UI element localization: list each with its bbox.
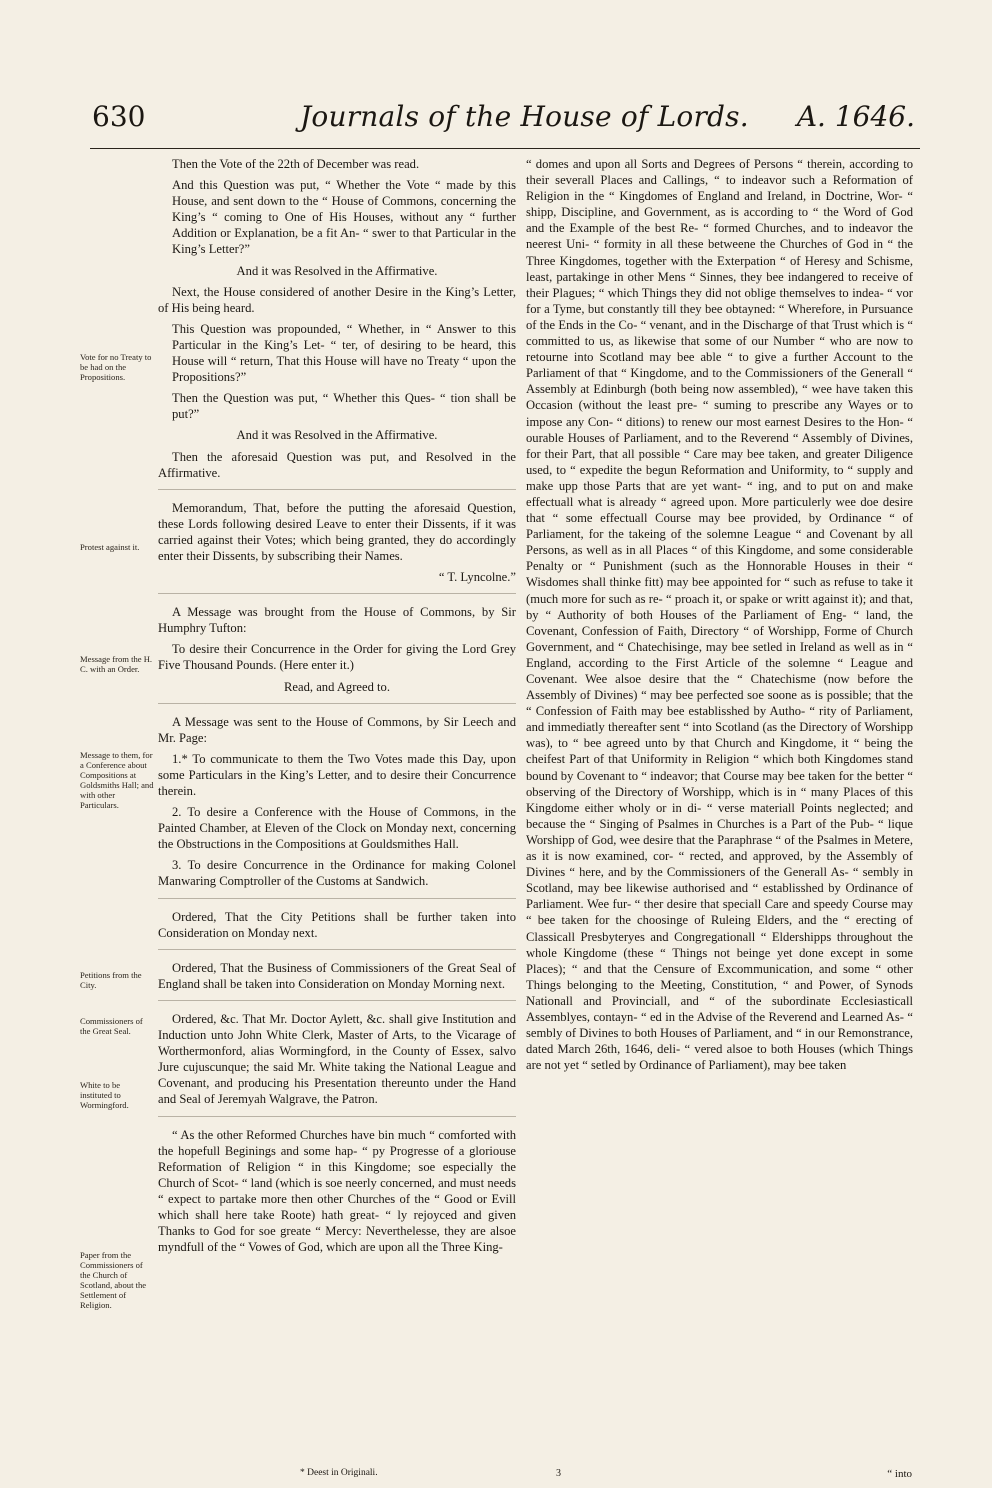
paragraph: Memorandum, That, before the putting the aforesaid Question, these Lords following desired Leave to enter their Dissents, if it was carried against their Votes; which being granted, they do accordingly enter their Dissents, by subscribing their Names. bbox=[158, 500, 516, 563]
footnote: * Deest in Originali. bbox=[300, 1468, 378, 1478]
year-heading: A. 1646. bbox=[796, 100, 915, 133]
page-number: 630 bbox=[92, 100, 146, 133]
entry-divider bbox=[158, 593, 516, 594]
paragraph: Next, the House considered of another Desire in the King’s Letter, of His being heard. bbox=[158, 284, 516, 315]
paragraph: Then the aforesaid Question was put, and Resolved in the Affirmative. bbox=[158, 449, 516, 480]
paragraph: A Message was sent to the House of Commons, by Sir Leech and Mr. Page: bbox=[158, 714, 516, 745]
running-title: Journals of the House of Lords. bbox=[300, 100, 749, 133]
margin-note: Message from the H. C. with an Order. bbox=[80, 654, 153, 674]
paragraph: And this Question was put, “ Whether the Vote “ made by this House, and sent down to the “ House of Commons, concerning the King’s “ coming to One of His Houses, without any “ further Addition or Explanation, be a fit An- “ swer to that Particular in the King’s Letter?” bbox=[172, 178, 516, 257]
paragraph: Ordered, That the Business of Commissioners of the Great Seal of England shall be taken into Consideration on Monday Morning next. bbox=[158, 960, 516, 991]
margin-note: Vote for no Treaty to be had on the Propositions. bbox=[80, 352, 152, 382]
paragraph: This Question was propounded, “ Whether, in “ Answer to this Particular in the King’s Let- “ ter, of desiring to be heard, this House will “ return, That this House will have no Treaty “ upon the Propositions?” bbox=[172, 321, 516, 385]
margin-note: Commissioners of the Great Seal. bbox=[80, 1016, 143, 1036]
entry-divider bbox=[158, 1116, 516, 1117]
left-column bbox=[158, 156, 516, 1260]
paragraph: “ domes and upon all Sorts and Degrees of Persons “ therein, according to their severall Places and Callings, “ to indeavor such a Reformation of Religion in the “ Kingdomes of England and Ireland, in Doctrine, Wor- “ shipp, Discipline, and Government, as is according to “ the Word of God and the Example of the best Re- “ formed Churches, and to indeavor the neerest Uni- “ formity in all these betweene the Churches of God in “ the Three Kingdomes, together with the Exterpation “ of Heresy and Schisme, least, partakinge in other Mens “ Sinnes, they bee indangered to receive of their Plagues; “ which Things they did not oblige themselves to indea- “ vor for a Tyme, but constantly till they bee obtayned: “ Wherefore, in Pursuance of the Ends in the Co- “ venant, and in the Discharge of that Trust which is “ committed to us, as likewise that some of our Number “ who are now to retourne into Scotland may bee able “ to give a further Account to the Parliament of that “ Kingdome, and to the Commissioners of the Generall “ Assembly at Edinburgh (both being now assembled), “ wee have taken this Occasion (without the least pre- “ suming to prescribe any Wayes or to impose any Con- “ ditions) to renew our most earnest Desires to the Hon- “ ourable Houses of Parliament, and to the Reverend “ Assembly of Divines, for their Part, that all possible “ Care may bee taken, and greater Diligence used, to “ expedite the begun Reformation and Uniformity, to “ supply and make upp those Parts that are yet want- “ ing, and to put on and make effectuall what is already “ agreed upon. More particulerly wee doe desire that “ some effectuall Course may bee provided, by Ordinance “ of Parliament, for the takeing of the solemne League “ and Covenant by all Persons, as well as in all Places “ of this Kingdome, and some considerable Penalty or “ Punishment (such as the Honnorable Houses in their “ Wisdomes shall thinke fitt) may bee appointed for “ such as refuse to take it (much more for such as re- “ proach it, or spake or writt against it); and that, by “ Authority of both Houses of the Parliament of Eng- “ land, the Covenant, Confession of Faith, Directory “ of Worshipp, Forme of Church Government, and “ Chatechisinge, may bee setled in Ireland as well as in “ England, according to the First Article of the solemne “ League and Covenant. Wee alsoe desire that the “ Chatechisme (now before the Assembly of Divines) “ may bee perfected soe soone as is possible; that the “ Confession of Faith may bee establisshed by Autho- “ rity of Parliament, and immediatly thereafter sent “ into Scotland (as the Directory of Worshipp was), to “ bee agreed unto by that Church and Kingdome, it “ being the cheifest Part of that Uniformity in Religion “ which both Kingdomes stand bound by Covenant to “ indeavor; that Course may bee taken for the better “ observing of the Directory of Worshipp, which is in “ many Places of this Kingdome either wholy or in di- “ verse materiall Points neglected; and because the “ Singing of Psalmes in Churches is a Part of the Pub- “ lique Worshipp of God, wee desire that the Paraphrase “ of the Psalmes in Metere, as it is now examined, cor- “ rected, and approved, by the Assembly of Divines “ here, and by the Commissioners of the Generall As- “ sembly in Scotland, may bee likewise authorised and “ establisshed by Ordinance of Parliament. Wee fur- “ ther desire that speciall Care and speedy Course may “ bee taken for the choosinge of Ruleing Elders, and the “ erecting of Classicall Presbyteryes and Congregationall “ Eldershipps throughout the whole Kingdome (these “ Things not beinge yet done except in some Places); “ and that the Censure of Excommunication, and some “ other Things belonging to the Meeting, Constitution, “ and Power, of Synods Nationall and Provinciall, and “ of the subordinate Ecclesiasticall Assemblyes, contayn- “ ed in the Advise of the Reverend and Learned As- “ sembly of Divines to both Houses of Parliament, and “ in our Remonstrance, dated March 26th, 1646, deli- “ vered alsoe to both Houses (which Things are not yet “ setled by Ordinance of Parliament), may bee taken bbox=[526, 157, 913, 1073]
margin-note: White to be instituted to Wormingford. bbox=[80, 1080, 129, 1110]
paragraph: Ordered, That the City Petitions shall be further taken into Consideration on Monday next. bbox=[158, 909, 516, 940]
paragraph: A Message was brought from the House of Commons, by Sir Humphry Tufton: bbox=[158, 605, 516, 636]
entry-divider bbox=[158, 703, 516, 704]
paragraph: And it was Resolved in the Affirmative. bbox=[236, 263, 438, 278]
margin-note: Message to them, for a Conference about Compositions at Goldsmiths Hall; and with other Particulars. bbox=[80, 750, 154, 810]
page-header bbox=[80, 100, 915, 142]
margin-note: Protest against it. bbox=[80, 542, 140, 552]
entry-divider bbox=[158, 898, 516, 899]
paragraph: 2. To desire a Conference with the House of Commons, in the Painted Chamber, at Eleven of the Clock on Monday next, concerning the Obstructions in the Compositions at Gouldsmithes Hall. bbox=[158, 805, 516, 852]
paragraph: And it was Resolved in the Affirmative. bbox=[236, 428, 438, 443]
paragraph: Then the Vote of the 22th of December was read. bbox=[172, 157, 420, 171]
paragraph: “ As the other Reformed Churches have bin much “ comforted with the hopefull Beginings and some hap- “ py Progresse of a gloriouse Reformation of Religion “ in this Kingdome; soe especially the Church of Scot- “ land (which is soe neerly concerned, and must needs “ expect to partake more then other Churches of the “ Good or Evill which shall here take Roote) hath great- “ ly rejoyced and given Thanks to God for soe greate “ Mercy: Neverthelesse, they are alsoe myndfull of the “ Vowes of God, which are upon all the Three King- bbox=[158, 1127, 516, 1255]
paragraph: 3. To desire Concurrence in the Ordinance for making Colonel Manwaring Comptroller of the Customs at Sandwich. bbox=[158, 858, 516, 889]
paragraph: Then the Question was put, “ Whether this Ques- “ tion shall be put?” bbox=[172, 391, 516, 422]
paragraph: Read, and Agreed to. bbox=[284, 679, 390, 694]
margin-note: Paper from the Commissioners of the Church of Scotland, about the Settlement of Religion. bbox=[80, 1250, 147, 1310]
signature-mark: 3 bbox=[556, 1468, 561, 1479]
catchword: “ into bbox=[887, 1468, 912, 1480]
header-rule bbox=[90, 148, 920, 149]
paragraph: Ordered, &c. That Mr. Doctor Aylett, &c. shall give Institution and Induction unto John White Clerk, Master of Arts, to the Vicarage of Worthermonford, alias Wormingford, in the County of Essex, salvo Jure cujuscunque; the said Mr. White taking the National League and Covenant, and producing his Presentation thereunto under the Hand and Seal of Jeremyah Walgrave, the Patron. bbox=[158, 1011, 516, 1107]
margin-note: Petitions from the City. bbox=[80, 970, 142, 990]
entry-divider bbox=[158, 1000, 516, 1001]
paragraph: 1.* To communicate to them the Two Votes made this Day, upon some Particulars in the King’s Letter, and to desire their Concurrence therein. bbox=[158, 751, 516, 798]
entry-divider bbox=[158, 949, 516, 950]
paragraph: To desire their Concurrence in the Order for giving the Lord Grey Five Thousand Pounds. (Here enter it.) bbox=[158, 642, 516, 673]
right-column bbox=[526, 156, 913, 1073]
signature-line: “ T. Lyncolne.” bbox=[438, 570, 516, 585]
entry-divider bbox=[158, 489, 516, 490]
